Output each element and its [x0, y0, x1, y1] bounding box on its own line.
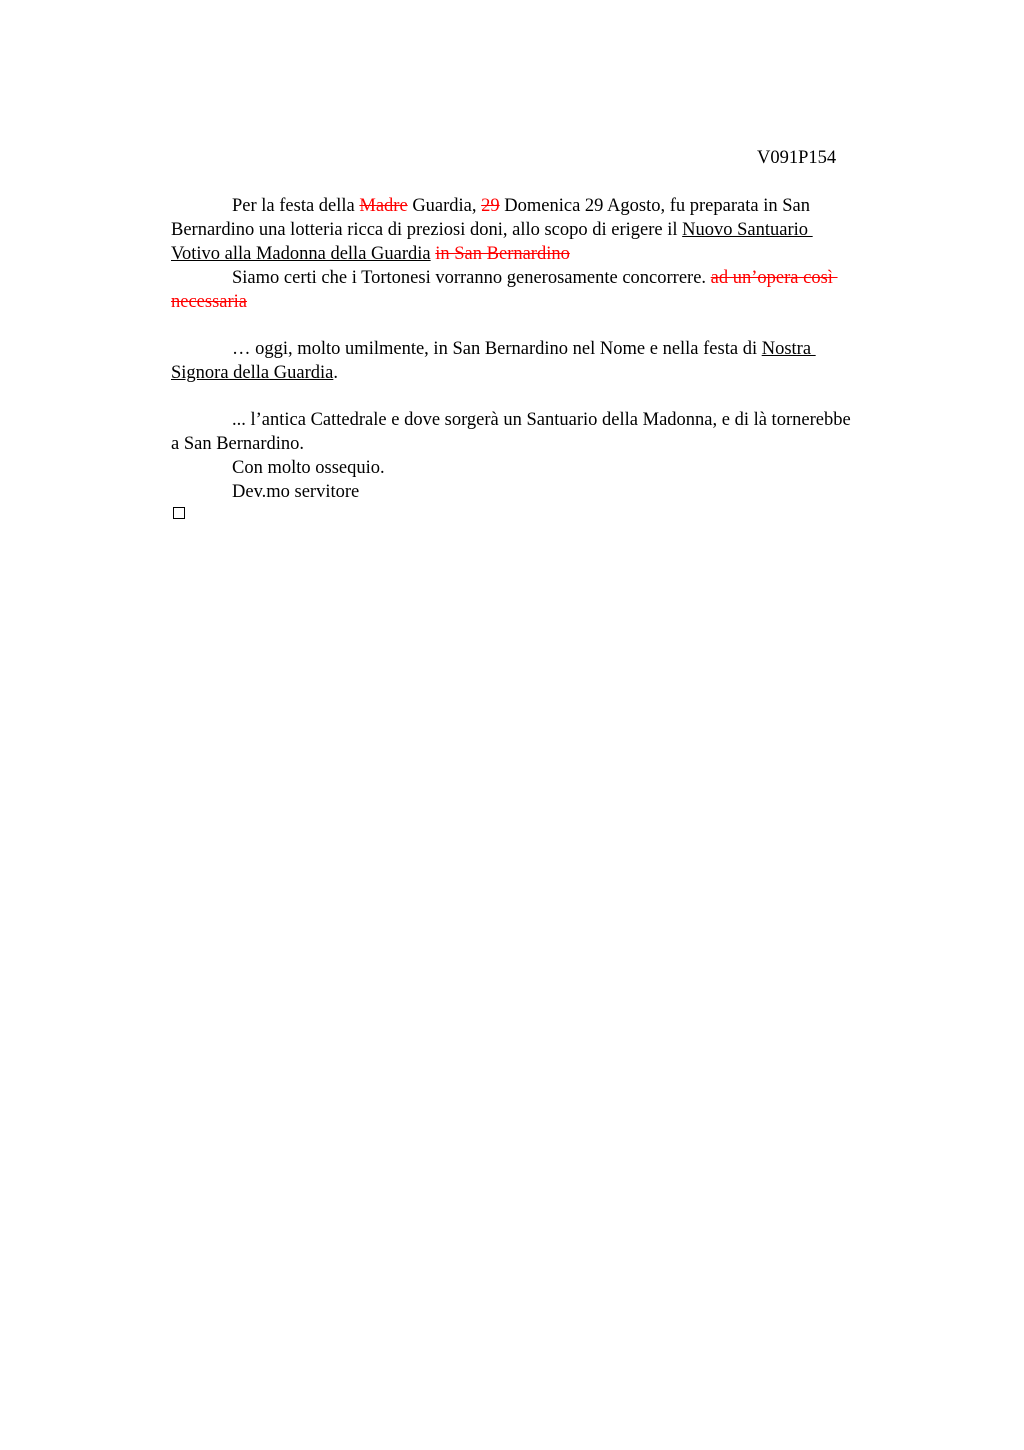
inserted-text: Nuovo Santuario	[682, 220, 813, 240]
paragraph-1-line-1	[232, 194, 810, 218]
checkbox-icon[interactable]	[173, 507, 185, 519]
text-segment: .	[333, 363, 338, 383]
inserted-text: Votivo alla Madonna della Guardia	[171, 244, 431, 264]
text-segment: … oggi, molto umilmente, in San Bernardino nel Nome e nella festa di	[232, 339, 762, 359]
text-segment: Per la festa della	[232, 196, 360, 216]
deleted-text: 29	[481, 196, 500, 216]
document-code: V091P154	[757, 148, 837, 168]
text-segment: Bernardino una lotteria ricca di preziosi doni, allo scopo di erigere il	[171, 220, 683, 240]
paragraph-1-line-3	[171, 242, 570, 266]
paragraph-2-line-2	[171, 290, 247, 314]
paragraph-2-line-1	[232, 266, 838, 290]
paragraph-3-line-1	[232, 337, 816, 361]
text-segment: Guardia,	[407, 196, 482, 216]
paragraph-3-line-2	[171, 361, 338, 385]
deleted-text: necessaria	[171, 292, 248, 312]
deleted-text: ad un’opera così	[710, 268, 838, 288]
text-segment: ... l’antica Cattedrale e dove sorgerà un Santuario della Madonna, e di là tornerebbe	[232, 410, 851, 430]
deleted-text: Madre	[359, 196, 408, 216]
text-segment: a San Bernardino.	[171, 434, 305, 454]
closing-greeting: Con molto ossequio.	[232, 458, 385, 478]
text-segment: Domenica 29 Agosto, fu preparata in San	[499, 196, 810, 216]
inserted-text: Signora della Guardia	[171, 363, 334, 383]
paragraph-4-line-2	[171, 432, 304, 456]
inserted-text: Nostra	[761, 339, 816, 359]
paragraph-4-line-1	[232, 408, 851, 432]
closing-signature: Dev.mo servitore	[232, 482, 360, 502]
text-segment: Siamo certi che i Tortonesi vorranno generosamente concorrere.	[232, 268, 711, 288]
deleted-text: in San Bernardino	[435, 244, 570, 264]
paragraph-1-line-2	[171, 218, 813, 242]
